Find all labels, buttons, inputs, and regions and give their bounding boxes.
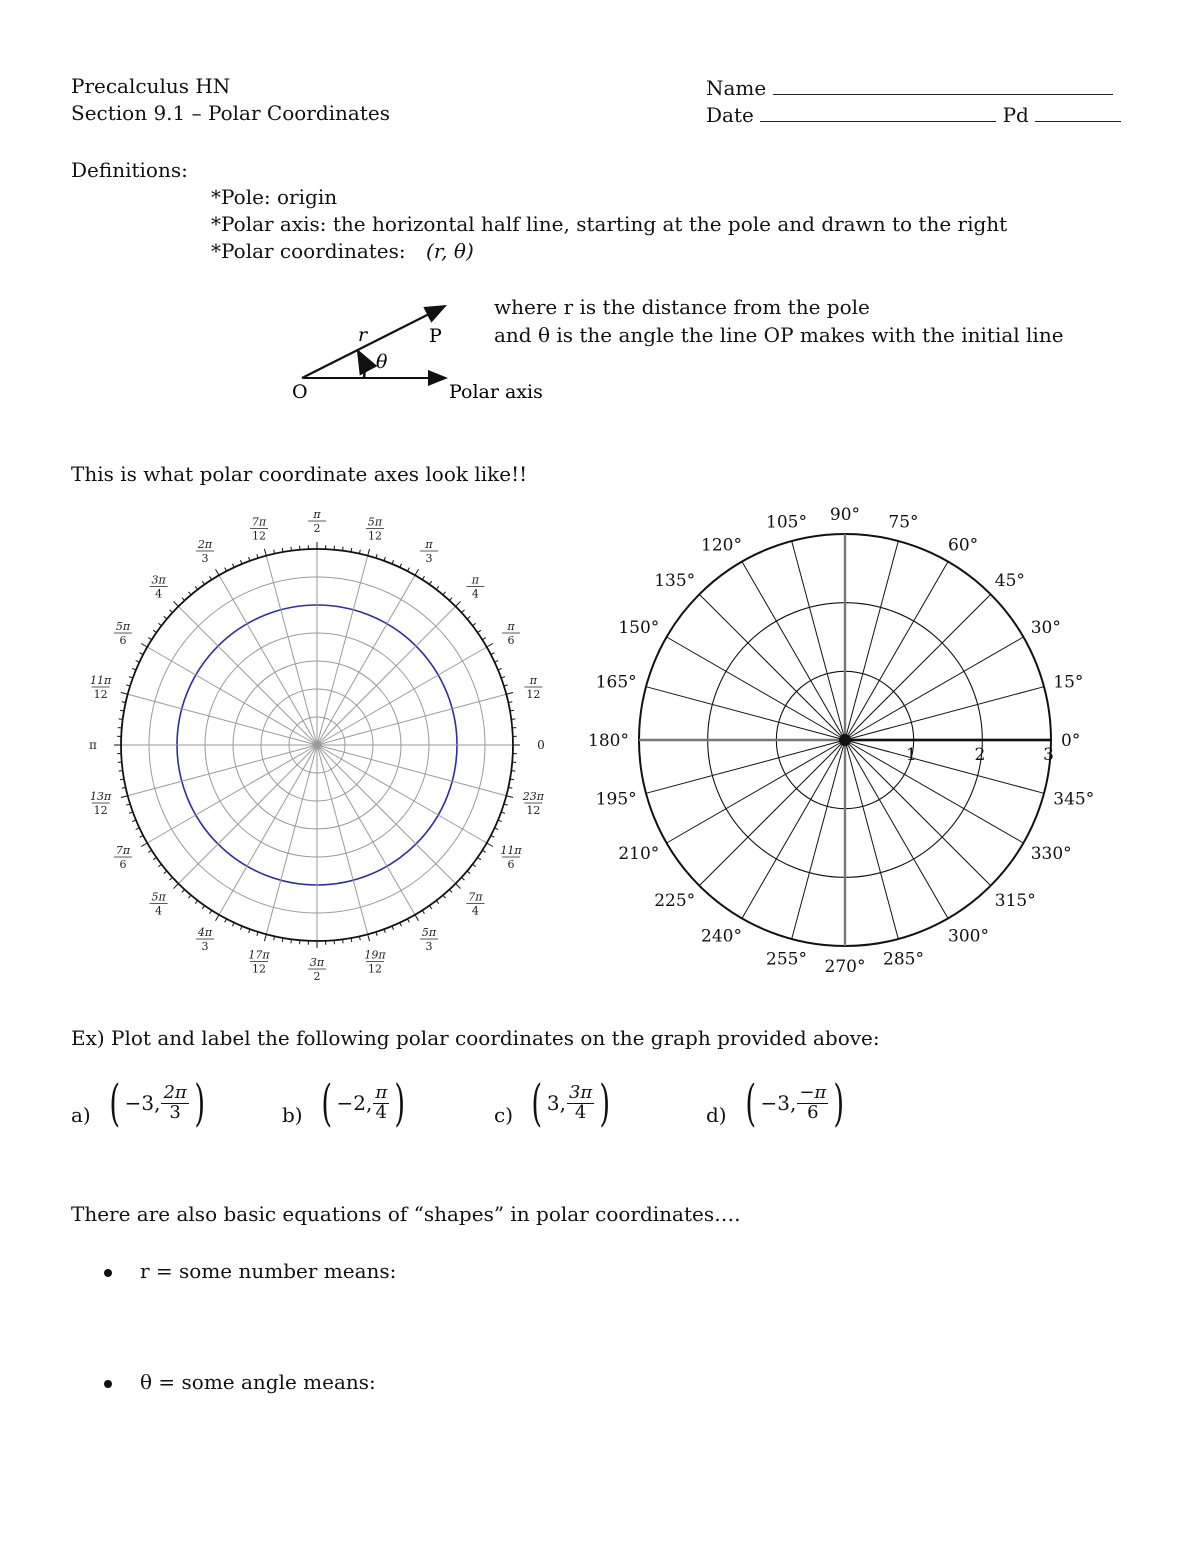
example-item-b	[282, 1074, 410, 1132]
tick-mark	[384, 929, 385, 933]
theta-arc	[358, 351, 364, 378]
tick-mark	[132, 668, 136, 670]
degree-label: 180°	[588, 731, 629, 751]
tick-mark	[501, 812, 505, 813]
degree-label: 225°	[654, 890, 696, 911]
grid-ray	[845, 541, 898, 740]
angle-label-denominator: 6	[507, 858, 515, 871]
pd-field[interactable]	[1035, 101, 1121, 122]
degree-label: 285°	[883, 949, 924, 970]
angle-label-numerator: 5π	[151, 890, 166, 904]
tick-mark	[422, 576, 424, 579]
degree-label: 150°	[618, 618, 660, 638]
angle-label-numerator: 23π	[522, 789, 544, 803]
course-title: Precalculus HN	[71, 74, 231, 98]
angle-label-numerator: 7π	[115, 844, 131, 857]
where-line-1: where r is the distance from the pole	[494, 295, 870, 319]
tick-mark	[119, 771, 123, 772]
tick-mark	[164, 871, 167, 874]
tick-mark	[120, 710, 124, 711]
definition-polar-coordinates	[211, 239, 474, 263]
shapes-bullet-r	[104, 1259, 396, 1283]
tick-mark	[195, 900, 197, 903]
tick-mark	[436, 900, 438, 903]
grid-ray	[742, 740, 845, 918]
grid-ray	[147, 647, 317, 745]
grid-ray	[147, 745, 317, 843]
tick-mark	[482, 850, 485, 852]
tick-mark	[173, 884, 178, 889]
tick-mark	[510, 779, 514, 780]
tick-mark	[195, 586, 197, 589]
tick-mark	[472, 623, 475, 625]
grid-ray	[646, 687, 845, 740]
angle-label-numerator: 5π	[367, 515, 383, 529]
tick-mark	[291, 547, 292, 551]
label-polar-axis: Polar axis	[449, 381, 543, 403]
grid-ray	[317, 745, 456, 884]
grid-ray	[317, 745, 415, 915]
tick-mark	[282, 938, 283, 942]
tick-mark	[467, 871, 470, 874]
grid-ray	[845, 637, 1023, 740]
grid-ray	[845, 740, 1023, 843]
tick-mark	[249, 557, 250, 561]
tick-mark	[240, 926, 242, 930]
definition-polar-axis: *Polar axis: the horizontal half line, starting at the pole and drawn to the right	[211, 212, 1008, 236]
bullet-r-text: r = some number means:	[140, 1259, 397, 1283]
degree-label: 210°	[618, 844, 660, 864]
item-b-angle: $\frac{\pi}{4}$	[375, 1081, 388, 1123]
degree-label: 270°	[824, 957, 866, 977]
angle-label-denominator: 12	[367, 962, 382, 976]
degree-label: 240°	[701, 926, 742, 947]
item-a-coordinate: ( −3, $\frac{2\pi}{3}$ )	[109, 1074, 205, 1132]
angle-label-denominator: 6	[119, 634, 127, 647]
angle-label-denominator: 6	[119, 858, 127, 871]
tick-mark	[132, 820, 136, 822]
tick-mark	[182, 890, 185, 893]
tick-mark	[422, 910, 424, 913]
tick-mark	[462, 877, 465, 880]
tick-mark	[351, 938, 352, 942]
grid-ray	[845, 562, 948, 740]
tick-mark	[119, 719, 123, 720]
bullet-dot-icon	[104, 1269, 112, 1277]
tick-mark	[121, 692, 128, 694]
op-ray-arrow	[302, 306, 445, 378]
angle-label-numerator: 17π	[248, 948, 270, 962]
degree-label: 300°	[948, 926, 989, 947]
tick-mark	[456, 884, 461, 889]
item-a-r: −3,	[124, 1091, 161, 1115]
degree-label: 345°	[1053, 789, 1095, 810]
tick-mark	[264, 934, 266, 941]
tick-mark	[141, 843, 147, 847]
angle-label-numerator: 7π	[468, 890, 483, 904]
definition-pole: *Pole: origin	[211, 185, 338, 209]
degree-label: 255°	[766, 949, 807, 970]
grid-ray	[317, 745, 368, 934]
bullet-theta-text: θ = some angle means:	[140, 1370, 376, 1394]
tick-mark	[121, 796, 128, 798]
example-item-d	[706, 1074, 849, 1132]
tick-mark	[511, 771, 515, 772]
angle-label-numerator: π	[529, 674, 537, 688]
tick-mark	[506, 692, 513, 694]
item-c-angle: $\frac{3\pi}{4}$	[568, 1081, 593, 1123]
tick-mark	[482, 638, 485, 640]
grid-ray	[128, 745, 317, 796]
grid-ray	[266, 745, 317, 934]
angle-label-numerator: 7π	[251, 515, 267, 529]
angle-label-numerator: 4π	[197, 925, 213, 939]
grid-ray	[317, 575, 415, 745]
grid-ray	[845, 740, 948, 918]
label-p: P	[429, 325, 442, 347]
tick-mark	[498, 820, 502, 822]
degree-label: 120°	[701, 535, 742, 556]
tick-mark	[216, 569, 220, 575]
tick-mark	[384, 557, 385, 561]
angle-label-denominator: 12	[252, 529, 267, 543]
tick-mark	[343, 939, 344, 943]
tick-mark	[415, 915, 419, 921]
polar-coordinates-value: (r, θ)	[426, 239, 474, 263]
tick-mark	[148, 638, 151, 640]
label-o: O	[292, 381, 308, 403]
angle-label-denominator: 3	[201, 552, 209, 566]
angle-label-numerator: 5π	[421, 925, 437, 939]
name-label: Name	[706, 76, 767, 100]
date-field[interactable]	[760, 101, 996, 122]
degree-label: 330°	[1030, 844, 1072, 864]
tick-mark	[249, 929, 250, 933]
degree-label: 90°	[829, 505, 861, 525]
degree-label: 315°	[994, 890, 1036, 911]
grid-ray	[699, 740, 845, 886]
example-item-a	[71, 1074, 209, 1132]
tick-mark	[164, 616, 167, 619]
angle-label-denominator: 4	[155, 904, 163, 918]
tick-mark	[415, 569, 419, 575]
angle-label: π	[89, 738, 97, 752]
tick-mark	[487, 644, 493, 648]
date-label: Date	[706, 103, 754, 127]
angle-label-numerator: π	[313, 508, 321, 521]
item-d-angle: $\frac{-\pi}{6}$	[799, 1081, 827, 1123]
degree-label: 165°	[595, 672, 637, 693]
definitions-heading: Definitions:	[71, 158, 188, 182]
tick-mark	[170, 610, 173, 613]
tick-mark	[129, 677, 133, 678]
name-field[interactable]	[773, 74, 1113, 95]
tick-mark	[429, 581, 431, 584]
grid-ray	[219, 575, 317, 745]
tick-mark	[478, 857, 481, 859]
axes-intro: This is what polar coordinate axes look like!!	[71, 462, 528, 486]
tick-mark	[291, 939, 292, 943]
grid-ray	[128, 694, 317, 745]
angle-label-denominator: 2	[313, 970, 321, 983]
angle-label-denominator: 2	[313, 522, 321, 535]
tick-mark	[487, 843, 493, 847]
degree-polar-grid[interactable]	[575, 505, 1120, 985]
angle-label-numerator: 19π	[364, 948, 386, 962]
grid-ray	[317, 606, 456, 745]
tick-mark	[129, 812, 133, 813]
degree-label: 75°	[888, 512, 919, 533]
grid-ray	[317, 647, 487, 745]
grid-ray	[845, 740, 1044, 793]
tick-mark	[343, 547, 344, 551]
tick-mark	[462, 610, 465, 613]
degree-label: 105°	[766, 512, 807, 533]
item-a-label: a)	[71, 1102, 91, 1127]
tick-mark	[501, 677, 505, 678]
pd-label: Pd	[1002, 103, 1029, 127]
tick-mark	[510, 710, 514, 711]
tick-mark	[153, 630, 156, 632]
grid-ray	[792, 541, 845, 740]
tick-mark	[170, 877, 173, 880]
item-d-r: −3,	[760, 1091, 797, 1115]
tick-mark	[436, 586, 438, 589]
grid-ray	[266, 556, 317, 745]
tick-mark	[449, 890, 452, 893]
tick-mark	[216, 915, 220, 921]
degree-label: 195°	[595, 789, 637, 810]
grid-ray	[667, 740, 845, 843]
tick-mark	[368, 549, 370, 556]
grid-ray	[742, 562, 845, 740]
grid-ray	[317, 745, 506, 796]
tick-mark	[392, 560, 394, 564]
item-b-r: −2,	[336, 1091, 373, 1115]
tick-mark	[443, 592, 446, 595]
tick-mark	[368, 934, 370, 941]
shapes-bullet-theta	[104, 1370, 376, 1394]
grid-ray	[845, 740, 898, 939]
angle-label-numerator: π	[471, 573, 480, 587]
tick-mark	[478, 630, 481, 632]
angle-label-numerator: 3π	[151, 573, 166, 587]
angle-label-numerator: π	[507, 620, 515, 633]
angle-label-numerator: 2π	[197, 538, 213, 552]
tick-mark	[153, 857, 156, 859]
tick-mark	[202, 906, 204, 909]
tick-mark	[240, 560, 242, 564]
angle-label-numerator: π	[425, 538, 433, 552]
grid-ray	[699, 594, 845, 740]
item-c-r: 3,	[546, 1091, 566, 1115]
angle-label-numerator: 5π	[115, 620, 131, 633]
example-item-c	[494, 1074, 615, 1132]
angle-label-numerator: 3π	[309, 956, 325, 969]
grid-ray	[178, 745, 317, 884]
shapes-intro: There are also basic equations of “shapes” in polar coordinates….	[71, 1202, 741, 1226]
angle-label-denominator: 3	[425, 939, 433, 953]
example-prompt: Ex) Plot and label the following polar coordinates on the graph provided above:	[71, 1026, 880, 1050]
polar-coordinates-label: *Polar coordinates:	[211, 239, 406, 263]
grid-ray	[792, 740, 845, 939]
angle-label-numerator: 11π	[90, 674, 112, 688]
name-row	[706, 74, 1113, 100]
angle-label: 0	[537, 738, 545, 752]
angle-label-denominator: 3	[201, 939, 209, 953]
grid-ray	[317, 556, 368, 745]
degree-label: 0°	[1061, 731, 1081, 751]
item-c-coordinate: ( 3, $\frac{3\pi}{4}$ )	[531, 1074, 611, 1132]
degree-label: 45°	[994, 571, 1025, 592]
degree-label: 15°	[1053, 672, 1084, 693]
angle-label-denominator: 12	[526, 803, 541, 817]
tick-mark	[202, 581, 204, 584]
angle-label-numerator: 13π	[90, 789, 112, 803]
tick-mark	[467, 616, 470, 619]
tick-mark	[443, 895, 446, 898]
tick-mark	[188, 592, 191, 595]
radian-polar-grid[interactable]	[80, 495, 560, 995]
tick-mark	[264, 549, 266, 556]
tick-mark	[173, 601, 178, 606]
tick-mark	[351, 548, 352, 552]
date-row	[706, 101, 1121, 127]
tick-mark	[511, 719, 515, 720]
label-r: r	[358, 324, 368, 346]
tick-mark	[148, 850, 151, 852]
grid-ray	[317, 745, 487, 843]
tick-mark	[210, 910, 212, 913]
tick-mark	[498, 668, 502, 670]
tick-mark	[472, 864, 475, 866]
grid-ray	[845, 594, 991, 740]
radius-label: 2	[974, 745, 986, 765]
tick-mark	[120, 779, 124, 780]
degree-label: 60°	[948, 535, 979, 556]
tick-mark	[456, 601, 461, 606]
label-theta: θ	[376, 351, 388, 373]
angle-label-denominator: 12	[252, 962, 267, 976]
item-b-coordinate: ( −2, $\frac{\pi}{4}$ )	[321, 1074, 406, 1132]
item-c-label: c)	[494, 1102, 514, 1127]
tick-mark	[182, 598, 185, 601]
angle-label-denominator: 4	[155, 587, 163, 601]
item-d-coordinate: ( −3, $\frac{-\pi}{6}$ )	[745, 1074, 845, 1132]
degree-label: 135°	[654, 571, 696, 592]
tick-mark	[188, 895, 191, 898]
grid-ray	[667, 637, 845, 740]
radius-label: 3	[1043, 745, 1054, 765]
angle-label-denominator: 4	[471, 904, 479, 918]
angle-label-denominator: 12	[526, 688, 541, 702]
radius-label: 1	[905, 745, 917, 765]
angle-label-denominator: 6	[507, 634, 515, 647]
angle-label-numerator: 11π	[500, 844, 522, 857]
tick-mark	[141, 644, 147, 648]
grid-ray	[178, 606, 317, 745]
tick-mark	[282, 548, 283, 552]
angle-label-denominator: 12	[367, 529, 382, 543]
tick-mark	[210, 576, 212, 579]
angle-label-denominator: 4	[471, 587, 479, 601]
grid-ray	[646, 740, 845, 793]
tick-mark	[158, 864, 161, 866]
tick-mark	[506, 796, 513, 798]
angle-label-denominator: 12	[93, 688, 108, 702]
degree-label: 30°	[1030, 618, 1061, 638]
angle-label-denominator: 12	[93, 803, 108, 817]
bullet-dot-icon	[104, 1380, 112, 1388]
tick-mark	[158, 623, 161, 625]
grid-ray	[317, 694, 506, 745]
item-a-angle: $\frac{2\pi}{3}$	[163, 1081, 187, 1123]
pole-dot	[839, 734, 851, 746]
item-b-label: b)	[282, 1102, 303, 1127]
tick-mark	[392, 926, 394, 930]
item-d-label: d)	[706, 1102, 727, 1127]
grid-ray	[219, 745, 317, 915]
tick-mark	[449, 598, 452, 601]
grid-ray	[845, 687, 1044, 740]
where-line-2: and θ is the angle the line OP makes with the initial line	[494, 323, 1064, 347]
tick-mark	[429, 906, 431, 909]
section-title: Section 9.1 – Polar Coordinates	[71, 101, 390, 125]
grid-ray	[845, 740, 991, 886]
angle-label-denominator: 3	[425, 552, 433, 566]
